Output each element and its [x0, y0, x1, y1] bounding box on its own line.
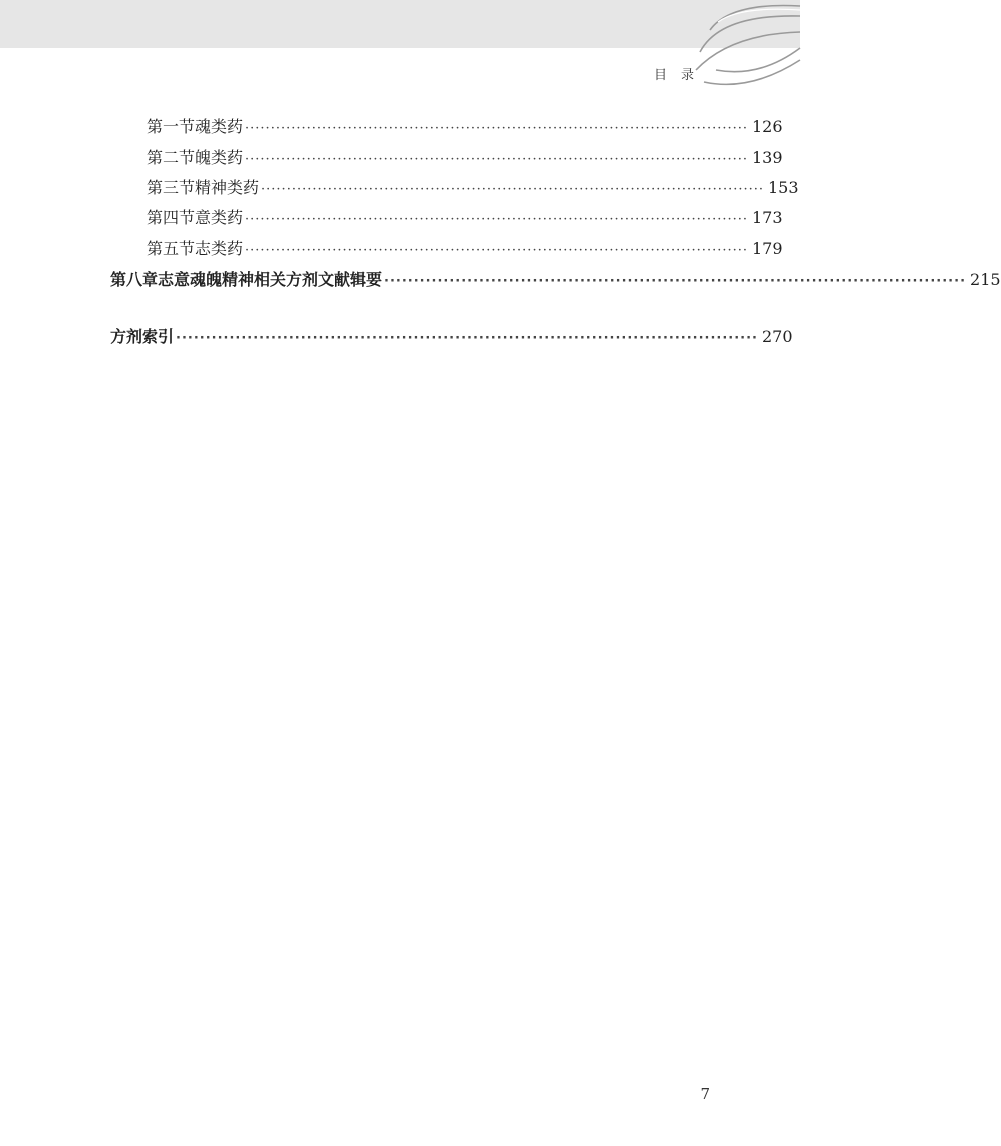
- dot-leader: ··································································································: [245, 152, 748, 167]
- section-title: 魄类药: [195, 148, 244, 167]
- page-ref: 139: [752, 148, 783, 167]
- section-title: 意类药: [195, 208, 244, 227]
- page-ref: 215: [970, 270, 1001, 289]
- page-ref: 173: [752, 208, 783, 227]
- toc-entry-chapter-8[interactable]: [110, 270, 1001, 292]
- toc-entry-section-4[interactable]: [147, 208, 783, 230]
- section-number: 第一节: [147, 117, 196, 136]
- section-title: 精神类药: [195, 178, 260, 197]
- toc-entry-section-5[interactable]: [147, 239, 783, 261]
- dot-leader: ··································································································: [384, 274, 967, 289]
- dot-leader: ··································································································: [245, 212, 748, 227]
- header-band: [0, 0, 800, 48]
- toc-entry-section-2[interactable]: [147, 148, 783, 170]
- section-number: 第四节: [147, 208, 196, 227]
- toc-entry-index[interactable]: [110, 327, 793, 349]
- section-number: 第三节: [147, 178, 196, 197]
- section-number: 第二节: [147, 148, 196, 167]
- dot-leader: ··································································································: [176, 331, 758, 346]
- section-title: 志类药: [195, 239, 244, 258]
- chapter-number: 第八章: [110, 270, 159, 289]
- page-ref: 153: [768, 178, 799, 197]
- section-title: 魂类药: [195, 117, 244, 136]
- dot-leader: ··································································································: [245, 243, 748, 258]
- chapter-title: 志意魂魄精神相关方剂文献辑要: [158, 270, 383, 289]
- page-number: 7: [700, 1085, 710, 1103]
- index-title: 方剂索引: [110, 327, 175, 346]
- page-ref: 179: [752, 239, 783, 258]
- running-header-title: 目录: [653, 68, 708, 83]
- toc-entry-section-3[interactable]: [147, 178, 799, 200]
- toc-entry-section-1[interactable]: [147, 117, 783, 139]
- page-ref: 270: [762, 327, 793, 346]
- page-ref: 126: [752, 117, 783, 136]
- dot-leader: ··································································································: [245, 121, 748, 136]
- section-number: 第五节: [147, 239, 196, 258]
- dot-leader: ··································································································: [261, 182, 764, 197]
